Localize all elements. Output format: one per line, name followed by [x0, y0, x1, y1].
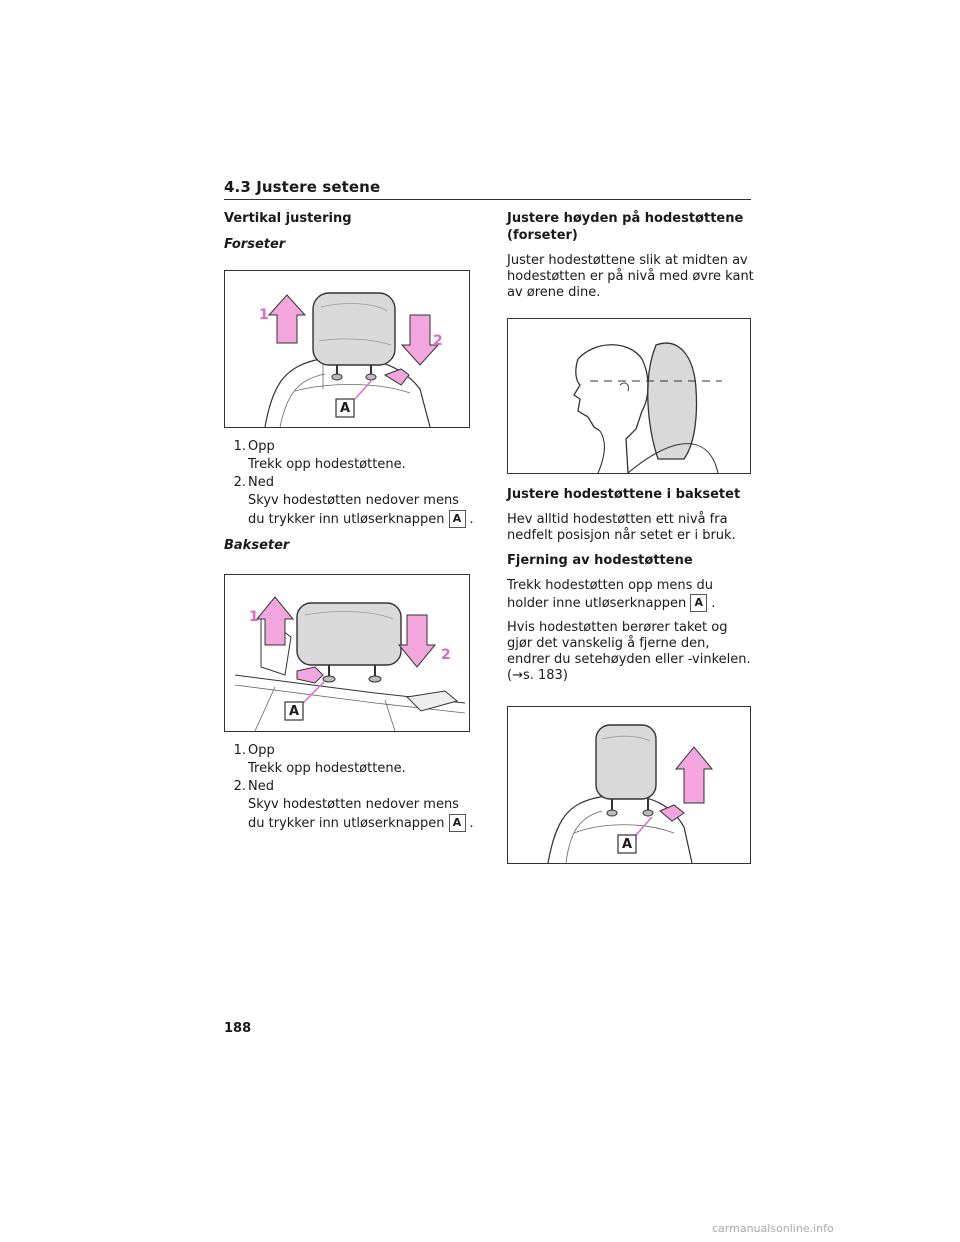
release-button-key: A: [690, 594, 707, 612]
removal-heading: Fjerning av hodestøttene: [507, 553, 693, 568]
step-description: Trekk opp hodestøttene.: [248, 457, 406, 472]
head-position-figure: [507, 318, 751, 474]
rear-adjust-heading: Justere hodestøttene i baksetet: [507, 487, 741, 502]
step-description: [248, 492, 474, 529]
step-text: Skyv hodestøtten nedover mens du trykker inn utløserknappen: [248, 797, 459, 831]
figure-label-down: 2: [433, 333, 443, 349]
step-text-end: .: [469, 816, 474, 831]
rear-steps-list: [224, 742, 474, 833]
figure-label-down: 2: [441, 647, 451, 663]
figure-label-button: A: [622, 837, 633, 852]
step-label: Ned: [248, 779, 274, 794]
step-text: Skyv hodestøtten nedover mens du trykker inn utløserknappen: [248, 493, 459, 527]
removal-text-end: .: [711, 596, 716, 611]
removal-note: Hvis hodestøtten berører taket og gjør det vanskelig å fjerne den, endrer du setehøyden eller -vinkelen. (→s. 183): [507, 620, 751, 683]
release-button-key: A: [449, 814, 466, 832]
height-adjust-heading: Justere høyden på hodestøttene (forseter): [507, 211, 744, 243]
step-number: 2.: [233, 779, 246, 794]
removal-text-body: Trekk hodestøtten opp mens du holder inne utløserknappen: [507, 578, 713, 611]
step-label: Opp: [248, 743, 275, 758]
section-title: 4.3 Justere setene: [224, 178, 381, 196]
front-steps-list: [224, 438, 474, 529]
left-column: [224, 210, 474, 841]
page-number: 188: [224, 1021, 252, 1036]
rear-adjust-text: Hev alltid hodestøtten ett nivå fra nedfelt posisjon når setet er i bruk.: [507, 512, 736, 543]
front-headrest-figure: [224, 270, 470, 428]
step-label: Ned: [248, 475, 274, 490]
rear-headrest-figure: [224, 574, 470, 732]
right-column: [507, 210, 755, 864]
height-adjust-text: Juster hodestøttene slik at midten av hodestøtten er på nivå med øvre kant av ørene dine.: [507, 253, 754, 300]
figure-label-button: A: [289, 704, 300, 719]
head-position-illustration: [508, 319, 750, 473]
list-item: [224, 778, 474, 833]
step-number: 1.: [233, 743, 246, 758]
rear-seats-subheading: Bakseter: [224, 538, 290, 553]
removal-text: [507, 578, 755, 612]
step-number: 2.: [233, 475, 246, 490]
list-item: [224, 438, 474, 474]
front-seats-subheading: Forseter: [224, 237, 286, 252]
figure-label-up: 1: [249, 609, 259, 625]
list-item: [224, 742, 474, 778]
step-description: [248, 796, 474, 833]
step-description: Trekk opp hodestøttene.: [248, 761, 406, 776]
step-number: 1.: [233, 439, 246, 454]
list-item: [224, 474, 474, 529]
release-button-key: A: [449, 510, 466, 528]
rear-headrest-illustration: [225, 575, 469, 731]
section-divider: [224, 199, 751, 200]
removal-figure: [507, 706, 751, 864]
figure-label-button: A: [340, 401, 351, 416]
watermark: carmanualsonline.info: [712, 1222, 834, 1235]
step-text-end: .: [469, 512, 474, 527]
vertical-adjust-heading: Vertikal justering: [224, 211, 352, 226]
step-label: Opp: [248, 439, 275, 454]
figure-label-up: 1: [259, 307, 269, 323]
